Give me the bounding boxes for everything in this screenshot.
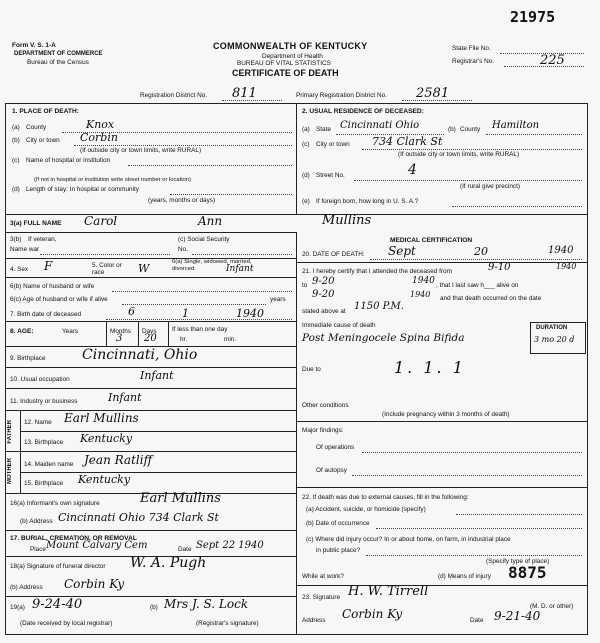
stay-label: Length of stay: In hospital or community <box>26 186 139 193</box>
external-causes-label: 22. If death was due to external causes, fill in the following: <box>302 494 469 501</box>
reg-district-value: 811 <box>232 86 257 101</box>
due-to-value: 1. 1. 1 <box>394 358 466 377</box>
stamp-number: 21975 <box>510 8 556 26</box>
marital-label: 6(a) Single, widowed, married, divorced <box>172 259 252 272</box>
dept-commerce: DEPARTMENT OF COMMERCE <box>14 51 103 57</box>
veteran-label: If veteran, <box>28 236 57 243</box>
operations-label: Of operations <box>316 444 355 451</box>
sex-label: 4. Sex <box>10 266 29 273</box>
min-label: min. <box>224 336 237 343</box>
cause-value: Post Meningocele Spina Bifida <box>302 332 465 344</box>
ss-label: (c) Social Security <box>178 236 230 243</box>
father-birthplace-label: 13. Birthplace <box>24 439 64 446</box>
stay-note: (years, months or days) <box>148 197 216 204</box>
street-label: Street No. <box>316 172 345 179</box>
registrar-number-value: 225 <box>540 53 565 68</box>
spouse-age-label: 6(c) Age of husband or wife if alive <box>10 296 108 303</box>
street-note: (If rural give precinct) <box>460 183 521 190</box>
industry-label: 11. Industry or business <box>10 398 78 405</box>
registrar-sig-note: (Registrar's signature) <box>196 620 259 627</box>
bureau-vital-statistics: BUREAU OF VITAL STATISTICS <box>237 60 331 67</box>
attend-from: 9-10 <box>488 262 511 273</box>
residence-county-value: Hamilton <box>492 120 540 131</box>
major-findings-label: Major findings: <box>302 427 344 434</box>
physician-address-value: Corbin Ky <box>342 607 403 621</box>
medical-heading: MEDICAL CERTIFICATION <box>390 237 473 244</box>
age-label: 8. AGE: <box>10 328 34 335</box>
ss-no-label: No. <box>178 246 188 253</box>
full-name-label: 3(a) FULL NAME <box>10 220 62 227</box>
form-number: Form V. S. 1-A <box>12 42 56 49</box>
age-under-label: If less than one day <box>172 326 228 333</box>
autopsy-label: Of autopsy <box>316 467 347 474</box>
death-county-value: Knox <box>86 118 115 131</box>
residence-county-label: County <box>460 126 481 133</box>
bureau-census: Bureau of the Census <box>27 59 89 66</box>
means-label: (d) Means of injury <box>438 573 491 580</box>
public-place-label: in public place? <box>316 547 361 554</box>
occupation-label: 10. Usual occupation <box>10 376 70 383</box>
burial-place-value: Mount Calvary Cem <box>46 540 148 551</box>
reg-district-label: Registration District No. <box>140 92 208 99</box>
birth-year: 1940 <box>236 307 264 320</box>
while-at-work-label: While at work? <box>302 573 344 580</box>
hr-label: hr. <box>180 336 188 343</box>
type-place-note: (Specify type of place) <box>486 558 550 565</box>
last-name: Mullins <box>322 213 372 228</box>
signature-label: 23. Signature <box>302 594 341 601</box>
father-side-label: FATHER <box>7 420 13 444</box>
residence-heading: 2. USUAL RESIDENCE OF DECEASED: <box>302 108 424 115</box>
informant-sig-value: Earl Mullins <box>140 491 221 506</box>
residence-city-value: 734 Clark St <box>372 135 443 148</box>
mother-maiden-label: 14. Maiden name <box>24 461 74 468</box>
certificate-title: CERTIFICATE OF DEATH <box>232 68 339 78</box>
age-years-label: Years <box>62 328 79 335</box>
md-note: (M. D. or other) <box>530 603 574 610</box>
name-war-label: Name war <box>10 246 40 253</box>
place-of-death-heading: 1. PLACE OF DEATH: <box>12 108 79 115</box>
pregnancy-note: (Include pregnancy within 3 months of death) <box>382 411 510 418</box>
dod-year: 1940 <box>548 245 574 256</box>
physician-address-label: Address <box>302 617 326 624</box>
father-name-value: Earl Mullins <box>64 411 139 425</box>
death-city-note: (If outside city or town limits, write RURAL) <box>80 147 202 154</box>
registrar-sig-label: (b) <box>150 604 158 611</box>
time-of-death-value: 1150 P.M. <box>354 301 404 312</box>
color-value: W <box>138 262 150 275</box>
physician-date-label: Date <box>470 617 484 624</box>
dod-day: 20 <box>474 245 488 258</box>
death-date-value: 9-20 <box>312 289 335 300</box>
attend-to-year: 1940 <box>412 276 435 286</box>
attend-to-label: to <box>302 282 308 289</box>
burial-date-label: Date <box>178 546 192 553</box>
funeral-address-label: (b) Address <box>10 584 43 591</box>
other-conditions-label: Other conditions <box>302 402 349 409</box>
filed-note: (Date received by local registrar) <box>20 620 113 627</box>
attend-from-year: 1940 <box>556 262 577 271</box>
sex-value: F <box>44 259 53 273</box>
duration-label: DURATION <box>536 325 568 331</box>
birth-day: 1 <box>182 307 189 320</box>
industry-value: Infant <box>108 391 142 404</box>
where-injury-label: (c) Where did injury occur? In or about home, on farm, in industrial place <box>306 536 511 543</box>
cause-label: Immediate cause of death <box>302 322 376 329</box>
dod-month: Sept <box>388 244 416 258</box>
burial-heading: 17. BURIAL, CREMATION, OR REMOVAL <box>10 535 137 542</box>
due-to-label: Due to <box>302 366 321 373</box>
spouse-age-suffix: years <box>270 296 286 303</box>
address-value: Cincinnati Ohio 734 Clark St <box>58 511 219 524</box>
duration-value: 3 mo 20 d <box>534 335 575 344</box>
death-city-label: City or town <box>26 137 60 144</box>
accident-label: (a) Accident, suicide, or homicide (specify) <box>306 506 426 513</box>
spouse-name-label: 6(b) Name of husband or wife <box>10 283 95 290</box>
stated-above-label: stated above at <box>302 308 346 315</box>
middle-name: Ann <box>198 214 223 228</box>
father-name-label: 12. Name <box>24 419 52 426</box>
registrar-sig-value: Mrs J. S. Lock <box>164 597 249 611</box>
occurrence-label: (b) Date of occurrence <box>306 520 370 527</box>
funeral-sig-label: 18(a) Signature of funeral director <box>10 563 106 570</box>
residence-city-label: City or town <box>316 141 350 148</box>
hospital-label: Name of hospital or institution <box>26 157 111 164</box>
mother-side-label: MOTHER <box>7 458 13 484</box>
residence-state-value: Cincinnati Ohio <box>340 120 420 131</box>
state-title: COMMONWEALTH OF KENTUCKY <box>213 41 368 51</box>
age-months-label: Months <box>110 328 131 335</box>
physician-signature: H. W. Tirrell <box>348 584 429 599</box>
funeral-address-value: Corbin Ky <box>64 577 125 591</box>
state-file-label: State File No. <box>452 45 491 52</box>
physician-date-value: 9-21-40 <box>494 609 541 623</box>
attend-to: 9-20 <box>312 276 335 287</box>
informant-sig-label: 16(a) Informant's own signature <box>10 500 100 507</box>
mother-maiden-value: Jean Ratliff <box>84 453 153 467</box>
burial-date-value: Sept 22 1940 <box>196 540 264 551</box>
filed-date-value: 9-24-40 <box>32 597 83 612</box>
burial-place-label: Place <box>30 546 46 553</box>
death-county-label: County <box>26 124 47 131</box>
dept-health: Department of Health <box>262 53 323 60</box>
primary-district-value: 2581 <box>416 86 450 101</box>
marital-value: Infant <box>226 264 254 274</box>
death-date-year: 1940 <box>410 290 431 299</box>
age-days-label: Days <box>142 328 157 335</box>
last-saw-label: , that I last saw h___ alive on <box>436 282 519 289</box>
filed-label: 19(a) <box>10 604 25 611</box>
residence-city-note: (If outside city or town limits, write RURAL) <box>398 151 520 158</box>
mother-birthplace-label: 15. Birthplace <box>24 480 64 487</box>
hospital-note: (If not in hospital or institution write street number or location) <box>34 177 191 183</box>
death-city-value: Corbin <box>80 131 118 144</box>
color-label: 5. Color or race <box>92 262 122 276</box>
foreign-born-label: If foreign born, how long in U. S. A.? <box>316 198 419 205</box>
funeral-sig-value: W. A. Pugh <box>130 555 207 571</box>
birth-month: 6 <box>128 305 135 318</box>
birth-date-label: 7. Birth date of deceased <box>10 311 82 318</box>
primary-district-label: Primary Registration District No. <box>296 92 387 99</box>
occupation-value: Infant <box>140 369 174 382</box>
date-of-death-label: 20. DATE OF DEATH: <box>302 251 365 258</box>
registrar-number-label: Registrar's No. <box>452 58 495 65</box>
residence-state-label: State <box>316 126 331 133</box>
birthplace-label: 9. Birthplace <box>10 355 46 362</box>
means-value: 8875 <box>508 563 547 582</box>
birthplace-value: Cincinnati, Ohio <box>82 347 198 363</box>
first-name: Carol <box>84 214 118 228</box>
age-months-value: 3 <box>116 333 123 344</box>
mother-birthplace-value: Kentucky <box>78 473 131 486</box>
attend-label: 21. I hereby certify that I attended the deceased from <box>302 268 452 275</box>
age-days-value: 20 <box>144 333 157 344</box>
death-certificate: 21975 Form V. S. 1-A DEPARTMENT OF COMMERCE Bureau of the Census COMMONWEALTH OF KENTUCKY Department of Health BUREAU OF VITAL STATISTICS CERTIFICATE OF DEATH State File No. Registrar's No. 225 Registration District No. 811 Primary Registration District No. 2581 1. PLACE OF DEATH: (a) County Knox (b) City or town Corbin (If outside city or town limits, write RURAL) (c) Name of hospital or institution (If not in hospital or institution write street number or location) (d) Length of stay: In hospital or community (years, months or days) 2. USUAL RESIDENCE OF DECEASED: (a) State Cincinnati Ohio (b) County Hamilton (c) City or town 734 Clark St (If outside city or town limits, write RURAL) (d) Street No. 4 (If rural give precinct) (e) If foreign born, how long in U. S. A.? 3(a) FULL NAME Carol Ann Mullins 3(b) If veteran, Name war (c) Social Security No. 4. Sex F 5. Color or race W 6(a) Single, widowed, married, divorced Infant 6(b) Name of husband or wife 6(c) Age of husband or wife if alive years 7. Birth date of deceased 6 1 1940 8. AGE: Years Months Days 3 20 If less than one day hr. min. 9. Birthplace Cincinnati, Ohio 10. Usual occupation Infant 11. Industry or business Infant FATHER 12. Name Earl Mullins 13. Birthplace Kentucky MOTHER 14. Maiden name Jean Ratliff 15. Birthplace Kentucky 16(a) Informant's own signature Earl Mullins (b) Address Cincinnati Ohio 734 Clark St 17. BURIAL, CREMATION, OR REMOVAL Place Mount Calvary Cem Date Sept 22 1940 18(a) Signature of funeral director W. A. Pugh (b) Address Corbin Ky 19(a) 9-24-40 (Date received by local registrar) (b) Mrs J. S. Lock (Registrar's signature) MEDICAL CERTIFICATION 20. DATE OF DEATH: Sept 20 1940 21. I hereby certify that I attended the deceased from 9-10 1940 to 9-20 1940 , that I last saw h___ alive on 9-20 1940 and that death occurred on the date stated above at 1150 P.M. Immediate cause of death Post Meningocele Spina Bifida DURATION 3 mo 20 d Due to 1. 1. 1 Other conditions (Include pregnancy within 3 months of death) Major findings: Of operations Of autopsy 22. If death was due to external causes, fill in the following: (a) Accident, suicide, or homicide (specify) (b) Date of occurrence (c) Where did injury occur? In or about home, on farm, in industrial place in public place? (Specify type of place) While at work? (d) Means of injury 8875 23. Signature H. W. Tirrell (M. D. or other) Address Corbin Ky Date 9-21-40 <box>0 0 600 643</box>
father-birthplace-value: Kentucky <box>80 432 133 445</box>
street-value: 4 <box>408 162 417 178</box>
address-label: (b) Address <box>20 518 53 525</box>
death-occurred-label: and that death occurred on the date <box>440 295 542 302</box>
